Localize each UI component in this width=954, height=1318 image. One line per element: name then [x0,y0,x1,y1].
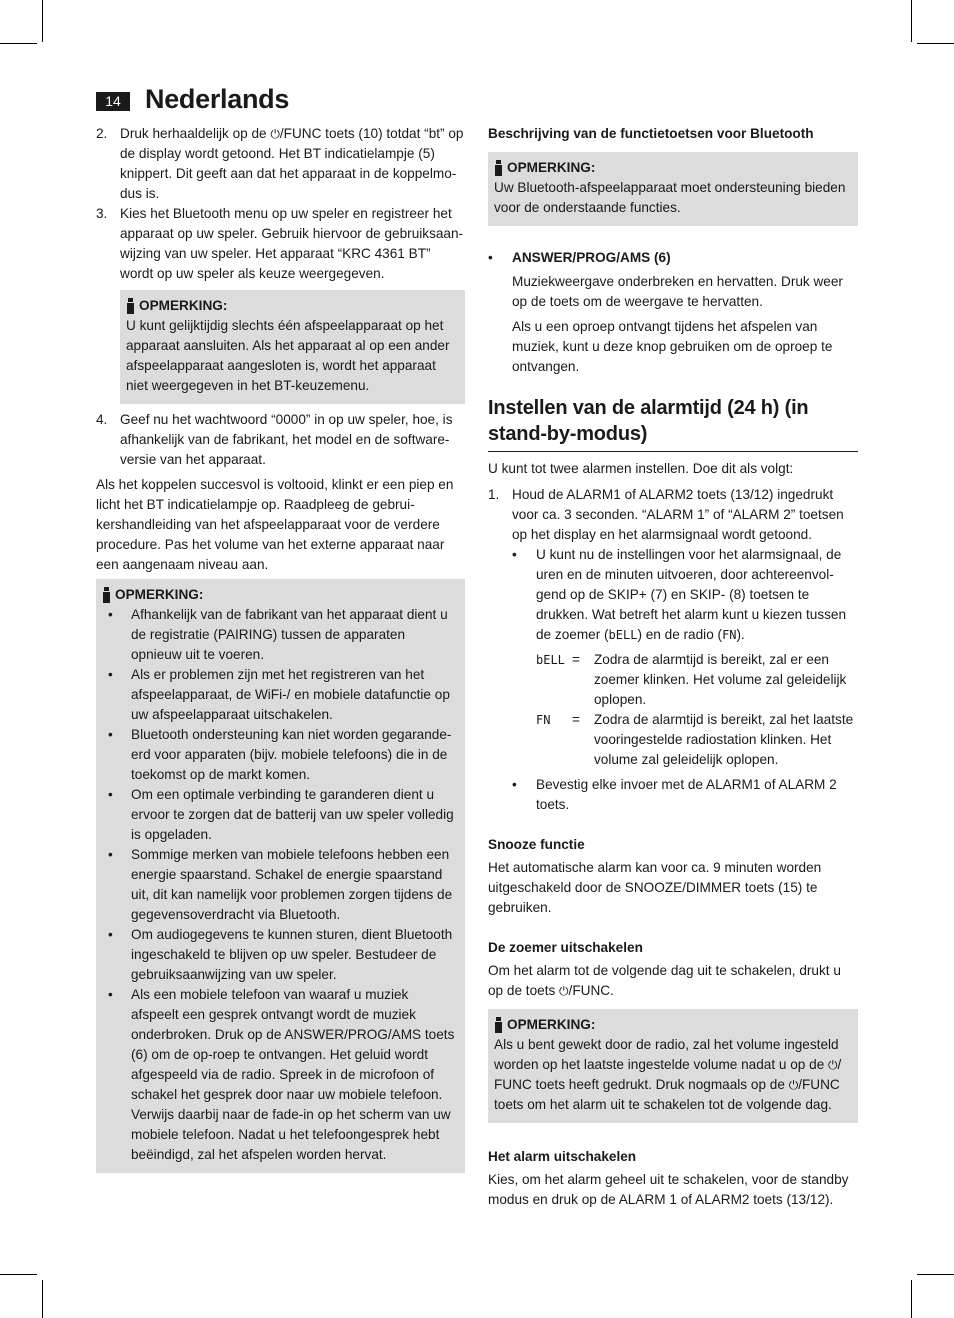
paragraph: Als het koppelen succesvol is voltooid, klinkt er een piep en licht het BT indicatielampje op. Raadpleeg de gebrui-kershandleiding van het afspeelapparaat voor de verdere procedure. Pas het volume van het externe apparaat naar een aangenaam niveau aan. [96,477,454,572]
power-icon: ⏻ [270,127,280,141]
power-icon: ⏻ [559,984,569,998]
paragraph: Kies, om het alarm geheel uit te schakelen, voor de standby modus en druk op de ALARM 1 of ALARM2 toets (13/12). [488,1172,849,1207]
section-heading: Het alarm uitschakelen [488,1149,637,1164]
note-title: OPMERKING: [507,1017,596,1032]
paragraph: Als u een oproep ontvangt tijdens het afspelen van muziek, kunt u deze knop gebruiken om de oproep te ontvangen. [512,319,833,374]
definition-row: FN = Zodra de alarmtijd is bereikt, zal het laatste vooringestelde radiostation klinken. Het volume zal geleidelijk oplopen. [536,712,854,767]
list-item: • Om audiogegevens te kunnen sturen, dient Bluetooth ingeschakeld te blijven op uw speler. Bestudeer de gebruiksaanwijzing van uw speler. [108,927,453,982]
info-icon [126,298,135,314]
crop-mark [917,43,954,44]
power-icon: ⏻ [828,1058,838,1072]
crop-mark [0,43,37,44]
left-column [96,124,465,1173]
fm-display-text: FN [722,628,737,642]
page-title: Nederlands [145,84,290,114]
crop-mark [0,1274,37,1275]
note-title: OPMERKING: [139,298,228,313]
note-title: OPMERKING: [507,160,596,175]
paragraph: U kunt tot twee alarmen instellen. Doe dit als volgt: [488,461,794,476]
list-item: • Als er problemen zijn met het registreren van het afspeelapparaat, de WiFi-/ en mobiele datafunctie op uw afspeelapparaat uitschakelen. [108,667,450,722]
power-icon: ⏻ [788,1078,799,1092]
note-box [96,579,465,1173]
note-text: Uw Bluetooth-afspeelapparaat moet ondersteuning bieden voor de onderstaande functies. [494,180,846,215]
list-item: • Afhankelijk van de fabrikant van het apparaat dient u de registratie (PAIRING) tussen de apparaten opnieuw uit te voeren. [108,607,448,662]
section-heading: Beschrijving van de functietoetsen voor Bluetooth [488,126,814,141]
note-box [120,290,465,404]
note-text: Als u bent gewekt door de radio, zal het volume ingesteld worden op het laatste ingestelde volume nadat u op de ⏻/ FUNC toets heeft gedrukt. Druk nogmaals op de ⏻/FUNC toets om het alarm uit te schakelen tot de volgende dag. [494,1037,842,1112]
step-text: Kies het Bluetooth menu op uw speler en registreer het apparaat op uw speler. Gebruik hiervoor de gebruiksaan-wijzing van uw speler. Het apparaat “KRC 4361 BT” wordt op uw speler als keuze weergegeven. [120,206,464,281]
info-icon [102,587,111,603]
list-item-step-3 [96,204,465,284]
function-title: ANSWER/PROG/AMS (6) [512,250,671,265]
section-heading: Snooze functie [488,837,585,852]
page-number: 14 [96,92,130,111]
right-column [488,124,858,1210]
crop-mark [917,1274,954,1275]
list-item: • Bluetooth ondersteuning kan niet worden gegarande-erd voor apparaten (bijv. mobiele telefoons) die in de toekomst op de markt komen. [108,727,452,782]
step-text: /FUNC toets (10) totdat “bt” op de display wordt getoond. Het BT indicatielampje (5) knippert. Dit geeft aan dat het apparaat in de koppelmo-dus is. [120,126,464,201]
bell-display-text: bELL [608,628,638,642]
list-item-step-1 [488,485,858,815]
crop-mark [911,1280,912,1318]
list-item-step-4 [96,410,465,470]
list-item: • Sommige merken van mobiele telefoons hebben een energie spaarstand. Schakel de energie spaarstand uit, dit kan namelijk voor problemen zorgen tijdens de gegevensoverdracht via Bluetooth. [108,847,453,922]
section-heading: Instellen van de alarmtijd (24 h) (in stand-by-modus) [488,395,858,452]
step-number: 2. [96,126,108,141]
note-box [488,152,858,226]
step-text: Houd de ALARM1 of ALARM2 toets (13/12) ingedrukt voor ca. 3 seconden. “ALARM 1” of “ALARM 2” toetsen op het display en het alarmsignaal wordt getoond. [512,487,844,542]
step-text: Druk herhaaldelijk op de [120,126,271,141]
step-number: 3. [96,206,108,221]
list-item: • Als een mobiele telefoon van waaraf u muziek afspeelt een gesprek ontvangt wordt de muziek onderbroken. Druk op de ANSWER/PROG/AMS toets (6) om de op-roep te ontvangen. Het geluid wordt afgespeeld via de radio. Spreek in de microfoon of schakel het gesprek door naar uw mobiele telefoon. Verwijs daarbij naar de fade-in op het scherm van uw mobiele telefoon. Nadat u het telefoongesprek hebt beëindigd, zal het afspelen worden hervat. [108,987,455,1162]
step-number: 4. [96,412,108,427]
crop-mark [42,0,43,42]
definition-row: bELL = Zodra de alarmtijd is bereikt, zal er een zoemer klinken. Het volume zal geleidelijk oplopen. [536,652,847,707]
list-item: • Om een optimale verbinding te garanderen dient u ervoor te zorgen dat de batterij van uw speler volledig is opgeladen. [108,787,454,842]
paragraph: Om het alarm tot de volgende dag uit te schakelen, drukt u op de toets ⏻/FUNC. [488,963,841,998]
paragraph: Muziekweergave onderbreken en hervatten. Druk weer op de toets om de weergave te hervatten. [512,274,843,309]
paragraph: Het automatische alarm kan voor ca. 9 minuten worden uitgeschakeld door de SNOOZE/DIMMER toets (15) te gebruiken. [488,860,822,915]
list-item: • U kunt nu de instellingen voor het alarmsignaal, de uren en de minuten uitvoeren, door achtereenvol-gend op de SKIP+ (7) en SKIP- (8) toetsen te drukken. Wat betreft het alarm kunt u kiezen tussen de zoemer (bELL) en de radio (FN). bELL = Zodra de alarmtijd is bereikt, zal er een zoemer klinken. Het volume zal geleidelijk oplopen. FN = Zodra de alarmtijd is bereikt, zal het laatste vooringestelde radiostation klinken. Het volume zal geleidelijk oplopen. [512,545,858,770]
section-heading: De zoemer uitschakelen [488,940,643,955]
list-item: • Bevestig elke invoer met de ALARM1 of ALARM 2 toets. [512,777,837,812]
list-item-step-2 [96,124,465,204]
info-icon [494,1017,503,1033]
note-title: OPMERKING: [115,587,204,602]
crop-mark [911,0,912,42]
info-icon [494,160,503,176]
list-item: • ANSWER/PROG/AMS (6) Muziekweergave onderbreken en hervatten. Druk weer op de toets om de weergave te hervatten. Als u een oproep ontvangt tijdens het afspelen van muziek, kunt u deze knop gebruiken om de oproep te ontvangen. [488,248,858,377]
note-text: U kunt gelijktijdig slechts één afspeelapparaat op het apparaat aansluiten. Als het apparaat al op een ander afspeelapparaat aangesloten is, wordt het apparaat niet weergegeven in het BT-keuzemenu. [126,318,450,393]
step-text: Geef nu het wachtwoord “0000” in op uw speler, hoe, is afhankelijk van de fabrikant, het model en de software-versie van het apparaat. [120,412,453,467]
note-box [488,1009,858,1123]
crop-mark [42,1280,43,1318]
step-number: 1. [488,487,500,502]
